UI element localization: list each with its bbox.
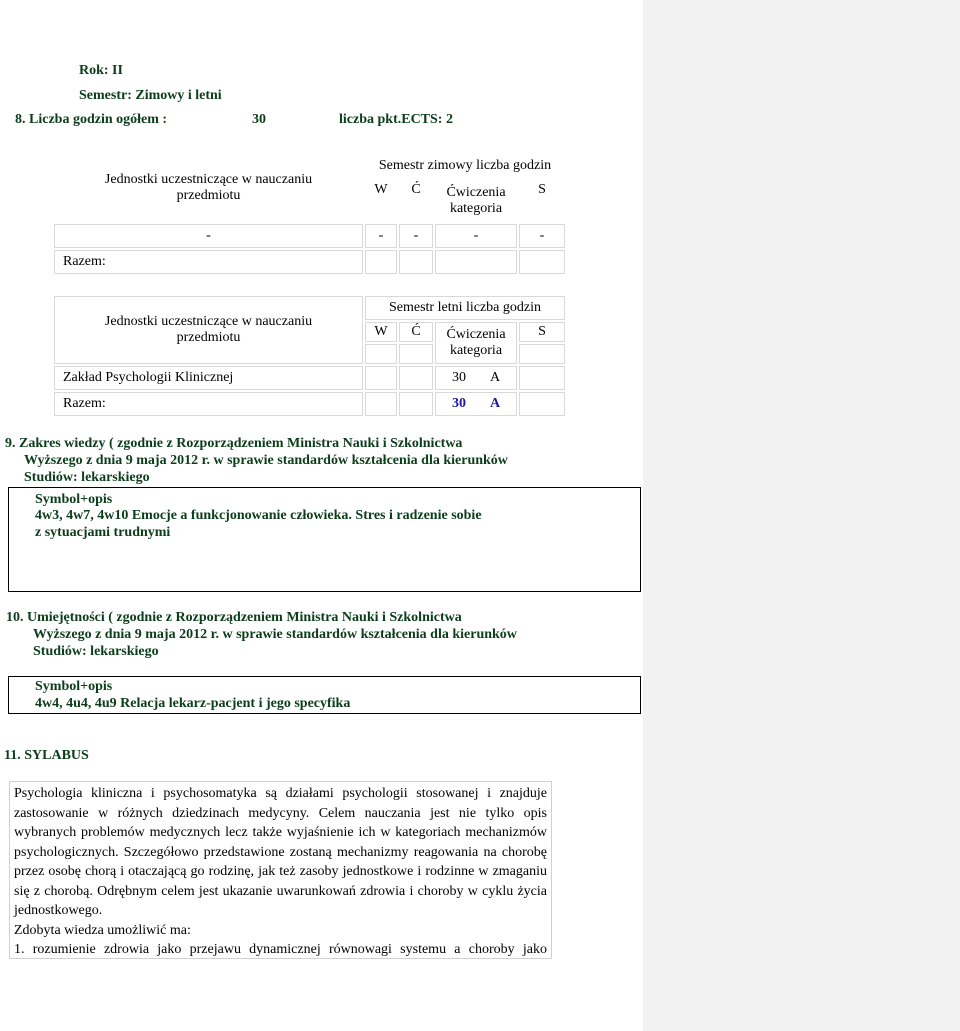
total-hours-label: 8. Liczba godzin ogółem : [15, 112, 168, 127]
section9-line3: Studiów: lekarskiego [24, 470, 150, 485]
section10-box-line: 4w4, 4u4, 4u9 Relacja lekarz-pacjent i jego specyfika [35, 696, 351, 711]
section9-box-title: Symbol+opis [35, 492, 113, 507]
unit-name: Zakład Psychologii Klinicznej [54, 366, 363, 390]
section10-line1: 10. Umiejętności ( zgodnie z Rozporządzeniem Ministra Nauki i Szkolnictwa [6, 610, 462, 625]
units-header: Jednostki uczestniczące w nauczaniu przedmiotu [104, 172, 313, 203]
section11-title: 11. SYLABUS [4, 748, 89, 763]
section9-box-line2: z sytuacjami trudnymi [35, 525, 171, 540]
col-s: S [519, 322, 565, 342]
winter-razem-label: Razem: [54, 250, 363, 274]
total-hours-value: 30 [252, 112, 266, 127]
winter-hours-table [52, 152, 567, 224]
col-cw: Ćwiczenia kategoria [435, 322, 517, 364]
ects-label: liczba pkt.ECTS: 2 [339, 112, 453, 127]
section9-box-line1: 4w3, 4w7, 4w10 Emocje a funkcjonowanie człowieka. Stres i radzenie sobie [35, 508, 482, 523]
col-w: W [365, 322, 397, 342]
col-cw: Ćwiczenia kategoria [446, 185, 506, 216]
winter-semester-header: Semestr zimowy liczba godzin [378, 158, 552, 173]
winter-row-dash: - [54, 224, 363, 248]
summer-razem-label: Razem: [54, 392, 363, 416]
sylabus-line2: Zdobyta wiedza umożliwić ma: [14, 922, 191, 938]
sylabus-line3: 1. rozumienie zdrowia jako przejawu dynamicznej równowagi systemu a choroby jako [14, 942, 547, 957]
year-label: Rok: II [79, 63, 123, 78]
section10-line3: Studiów: lekarskiego [33, 644, 159, 659]
col-w: W [374, 182, 388, 197]
col-c: Ć [399, 322, 433, 342]
comment-margin [643, 0, 960, 1031]
semester-label: Semestr: Zimowy i letni [79, 88, 222, 103]
cw-total-cell: 30 A [435, 392, 517, 416]
section10-line2: Wyższego z dnia 9 maja 2012 r. w sprawie standardów kształcenia dla kierunków [33, 627, 517, 642]
section9-line2: Wyższego z dnia 9 maja 2012 r. w sprawie standardów kształcenia dla kierunków [24, 453, 508, 468]
sylabus-paragraph: Psychologia kliniczna i psychosomatyka są działami psychologii stosowanej i znajduje zastosowanie w różnych dziedzinach medycyny. Celem nauczania jest nie tylko opis wybranych problemów medycznych lecz także wyjaśnienie ich w kategoriach mechanizmów psychologicznych. Szczegółowo przedstawione zostaną mechanizmy reagowania na chorobę przez osobę chorą i otaczającą go rodzinę, jak też zasoby jednostkowe i rodzinne w zmaganiu się z chorobą. Odrębnym celem jest ukazanie uwarunkowań zdrowia i choroby w cyklu życia jednostkowego. [14, 786, 547, 918]
col-c: Ć [411, 182, 421, 197]
col-s: S [538, 182, 546, 197]
section9-box [8, 487, 641, 592]
summer-semester-header: Semestr letni liczba godzin [365, 296, 565, 320]
summer-hours-table [52, 294, 567, 418]
sylabus-box [9, 781, 552, 959]
section9-line1: 9. Zakres wiedzy ( zgodnie z Rozporządzeniem Ministra Nauki i Szkolnictwa [5, 436, 463, 451]
units-header-summer: Jednostki uczestniczące w nauczaniu przedmiotu [54, 296, 363, 364]
cw-cell: 30 A [435, 366, 517, 390]
section10-box-title: Symbol+opis [35, 679, 113, 694]
winter-hours-body: - - - - - Razem: [52, 222, 567, 276]
section10-box [8, 676, 641, 714]
